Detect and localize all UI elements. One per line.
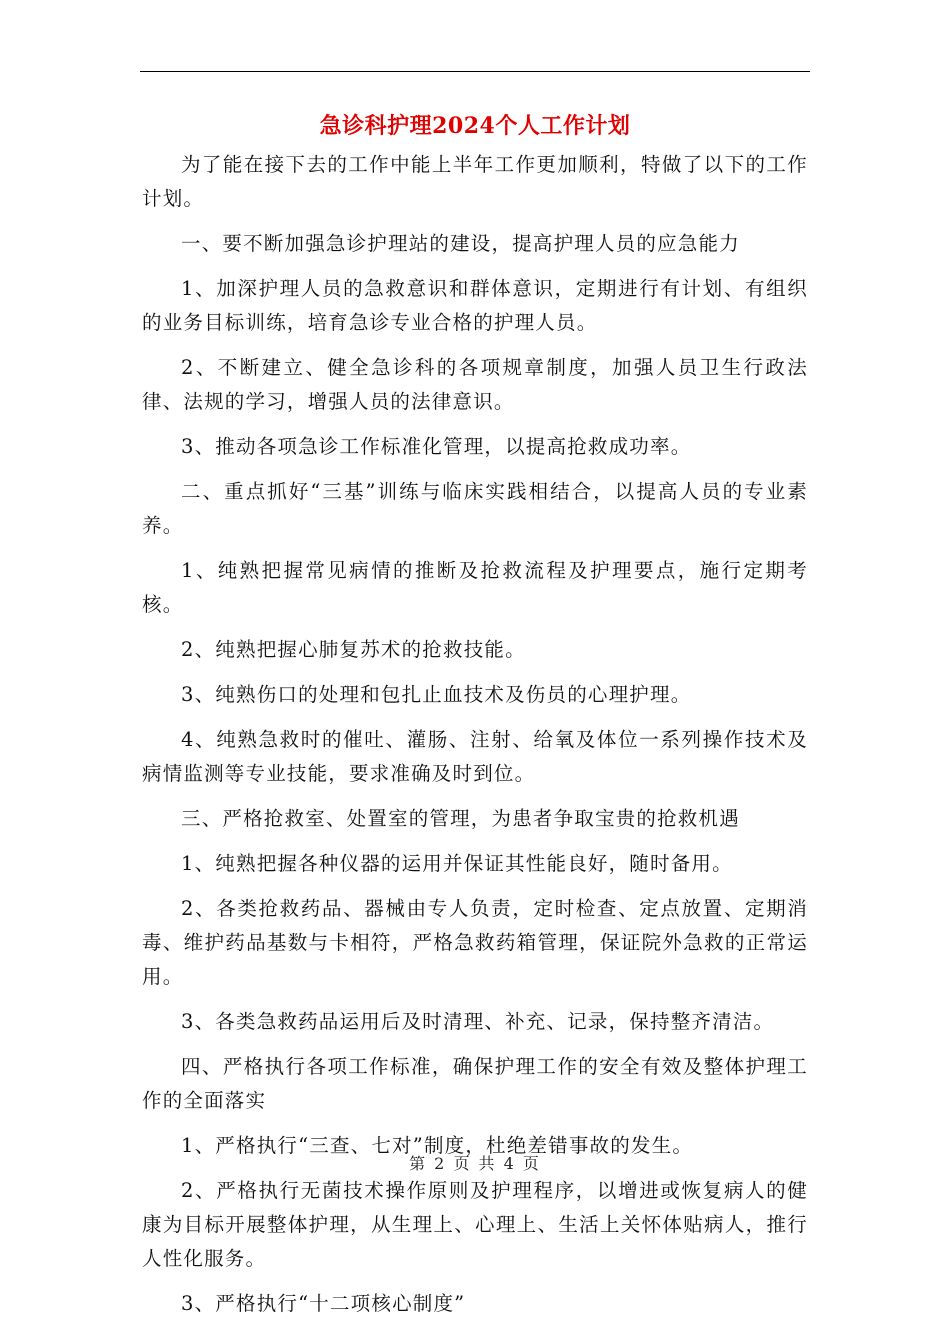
heading-section-2: 二、重点抓好“三基”训练与临床实践相结合，以提高人员的专业素养。	[142, 480, 808, 537]
paragraph-1-3: 3、推动各项急诊工作标准化管理，以提高抢救成功率。	[181, 435, 692, 458]
heading-section-1: 一、要不断加强急诊护理站的建设，提高护理人员的应急能力	[181, 232, 740, 255]
header-rule	[140, 71, 810, 72]
paragraph-2-2: 2、纯熟把握心肺复苏术的抢救技能。	[181, 638, 526, 661]
heading-section-3: 三、严格抢救室、处置室的管理，为患者争取宝贵的抢救机遇	[181, 807, 740, 830]
paragraph-3-1: 1、纯熟把握各种仪器的运用并保证其性能良好，随时备用。	[181, 852, 733, 875]
paragraph-1-2: 2、不断建立、健全急诊科的各项规章制度，加强人员卫生行政法律、法规的学习，增强人员的法律意识。	[142, 356, 808, 413]
paragraph-4-3: 3、严格执行“十二项核心制度”	[181, 1292, 466, 1315]
paragraph-4-2: 2、严格执行无菌技术操作原则及护理程序，以增进或恢复病人的健康为目标开展整体护理，从生理上、心理上、生活上关怀体贴病人，推行人性化服务。	[142, 1179, 808, 1270]
paragraph-3-3: 3、各类急救药品运用后及时清理、补充、记录，保持整齐清洁。	[181, 1010, 775, 1033]
document-title: 急诊科护理2024个人工作计划	[319, 113, 631, 139]
paragraph-2-1: 1、纯熟把握常见病情的推断及抢救流程及护理要点，施行定期考核。	[142, 559, 808, 616]
heading-section-4: 四、严格执行各项工作标准，确保护理工作的安全有效及整体护理工作的全面落实	[142, 1055, 808, 1112]
paragraph-1-1: 1、加深护理人员的急救意识和群体意识，定期进行有计划、有组织的业务目标训练，培育急诊专业合格的护理人员。	[142, 277, 808, 334]
page-number-footer: 第 2 页 共 4 页	[409, 1154, 541, 1173]
paragraph-3-2: 2、各类抢救药品、器械由专人负责，定时检查、定点放置、定期消毒、维护药品基数与卡相符，严格急救药箱管理，保证院外急救的正常运用。	[142, 897, 808, 988]
document-body	[142, 148, 808, 1321]
paragraph-2-4: 4、纯熟急救时的催吐、灌肠、注射、给氧及体位一系列操作技术及病情监测等专业技能，要求准确及时到位。	[142, 728, 808, 785]
paragraph-2-3: 3、纯熟伤口的处理和包扎止血技术及伤员的心理护理。	[181, 683, 692, 706]
paragraph-intro: 为了能在接下去的工作中能上半年工作更加顺利，特做了以下的工作计划。	[142, 153, 808, 210]
paragraph-4-1: 1、严格执行“三查、七对”制度，杜绝差错事故的发生。	[181, 1134, 694, 1157]
